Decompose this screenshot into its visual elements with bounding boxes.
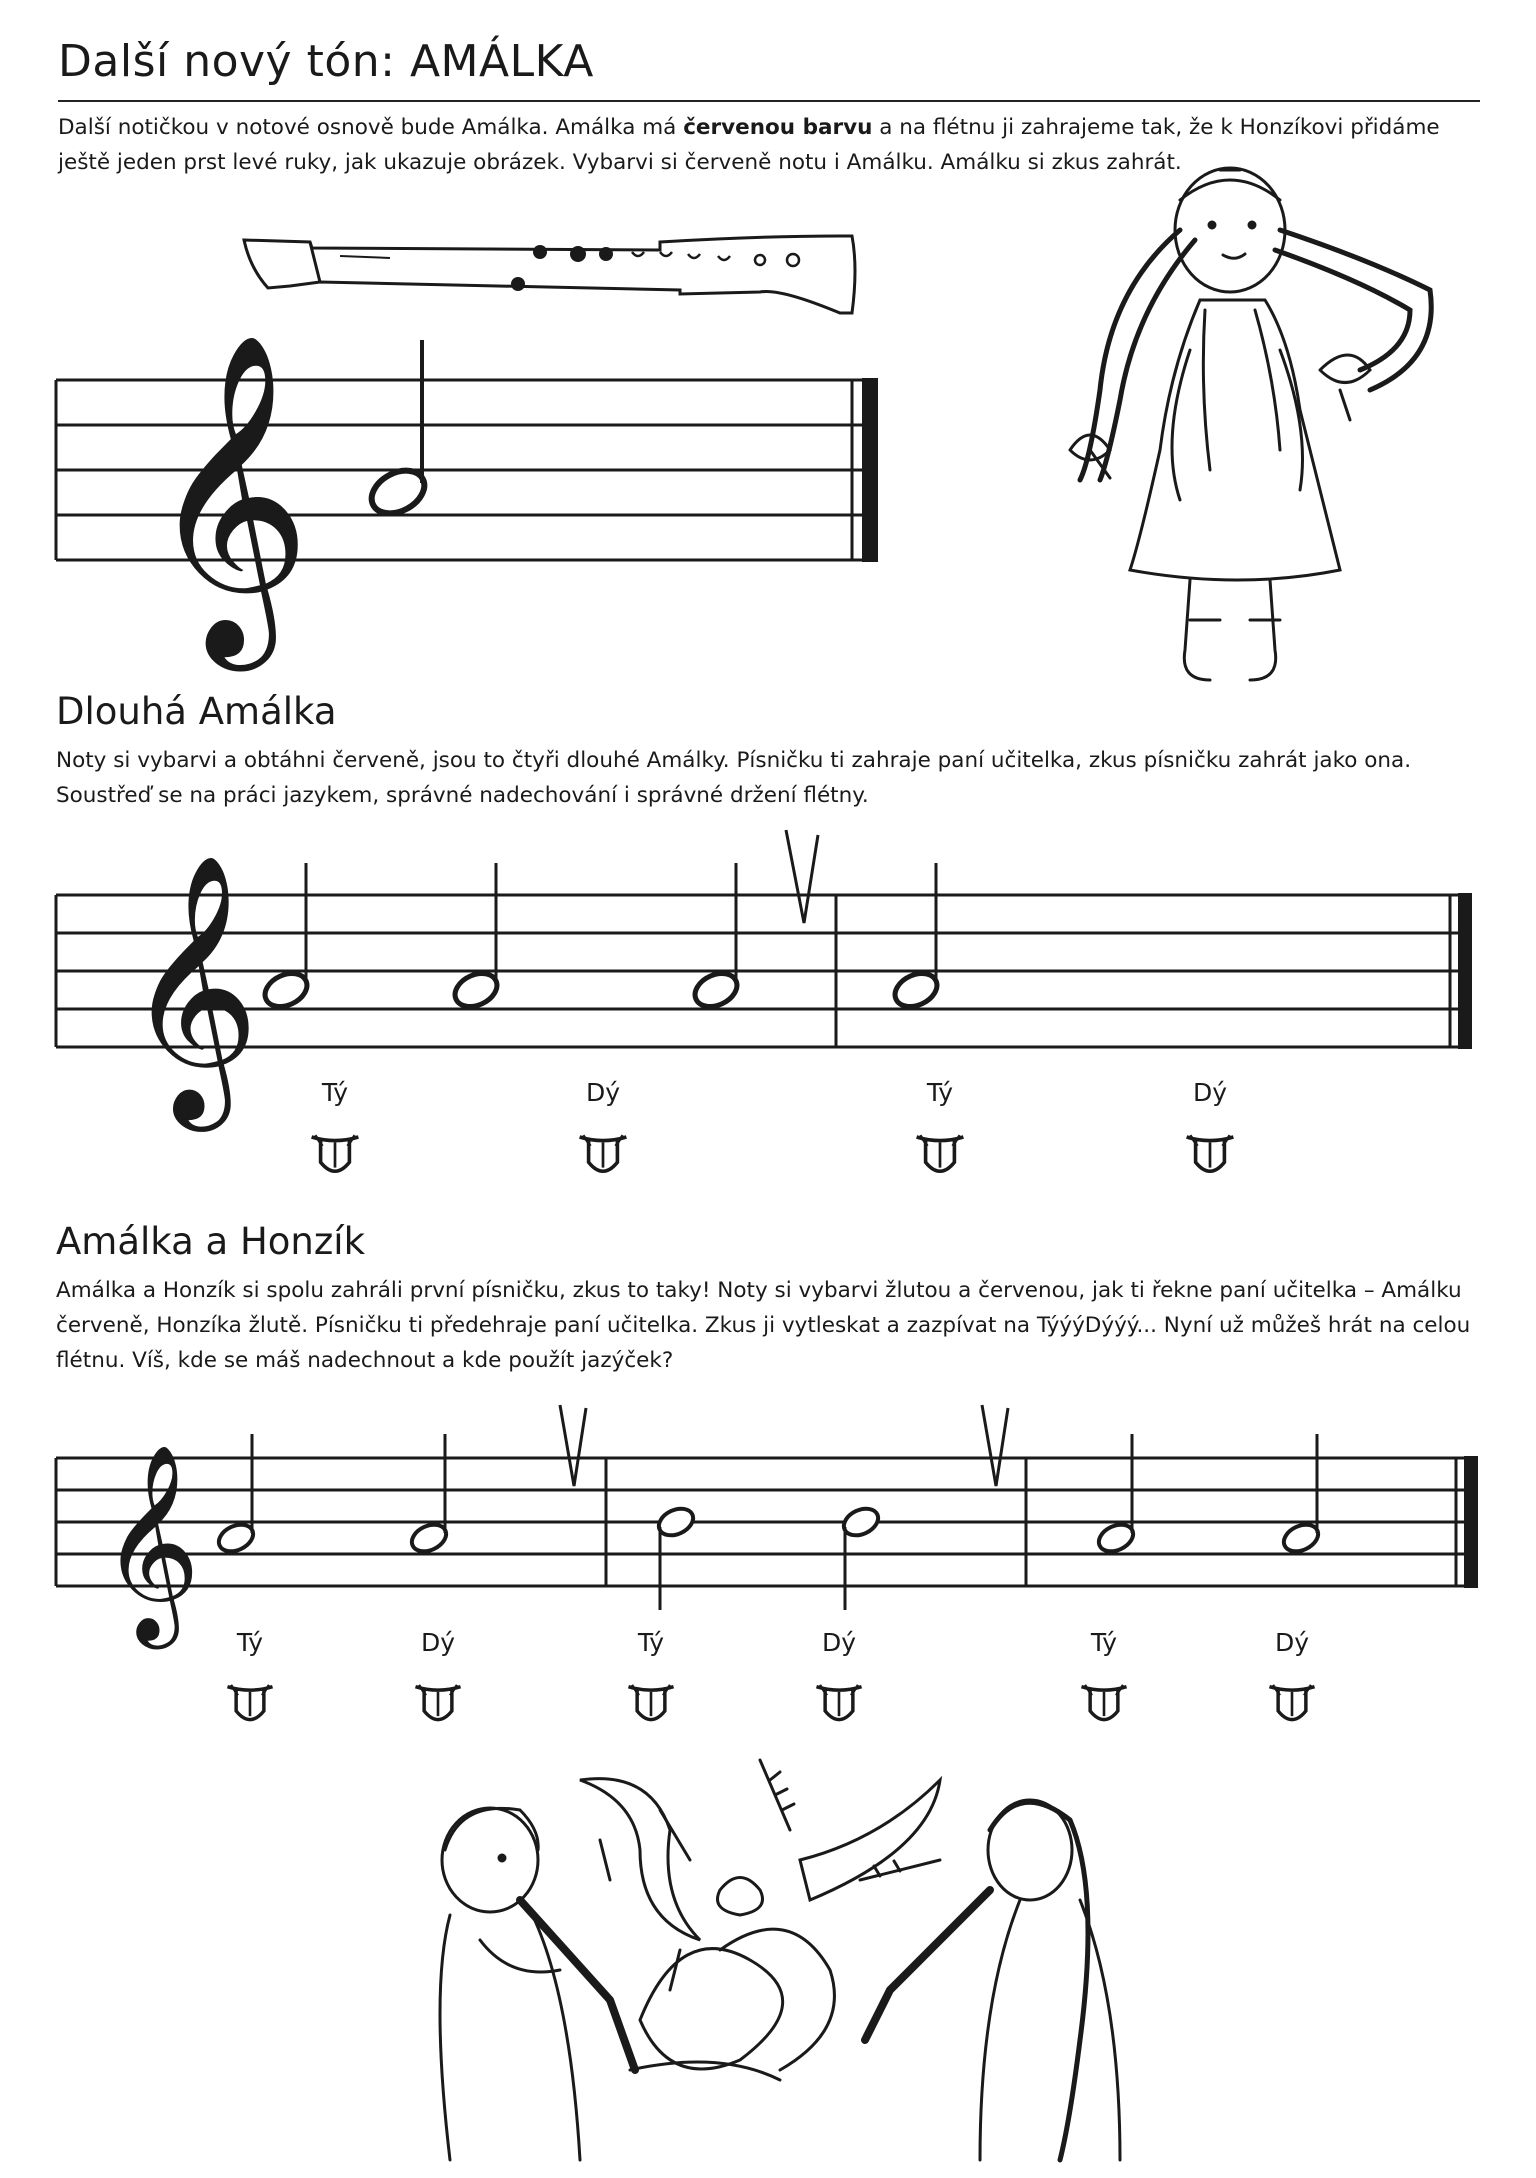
tongue-icon [1266,1678,1318,1730]
half-note [260,863,313,1013]
half-note [408,1434,451,1556]
recorder-icon [240,228,860,323]
amalka-girl-illustration [1040,150,1460,710]
staff-duo-notes [56,1400,1496,1641]
section-long-text: Noty si vybarvi a obtáhni červeně, jsou to čtyři dlouhé Amálky. Písničku ti zahraje paní učitelka, zkus písničku zahrát jako ona. Soustřeď se na práci jazykem, správné nadechování i správné držení flétny. [56,748,1412,808]
treble-clef-icon: 𝄞 [124,853,260,1120]
syllable-label: Dý [585,1078,621,1107]
tongue-icon [1183,1128,1237,1182]
final-barline [1458,893,1472,1049]
syllable-label: Dý [420,1628,456,1657]
final-barline [1464,1456,1478,1588]
children-playing-illustration [420,1740,1140,2170]
tongue-icon [813,1678,865,1730]
page-title: Další nový tón: AMÁLKA [58,36,594,87]
breath-mark-icon [982,1405,1008,1486]
half-note [890,863,943,1013]
treble-clef-icon: 𝄞 [100,1443,201,1641]
tongue-icon [224,1678,276,1730]
breath-mark-icon [786,830,818,923]
half-note [1095,1434,1138,1556]
title-divider [58,100,1480,102]
intro-text-after: a na flétnu ji zahrajeme tak, že k Honzíkovi přidáme ještě jeden prst levé ruky, jak ukazuje obrázek. Vybarvi si červeně notu i Amálku. Amálku si zkus zahrát. [58,115,1440,175]
final-barline [862,378,878,562]
half-note [1280,1434,1323,1556]
intro-text-before: Další notičkou v notové osnově bude Amálka. Amálka má [58,115,684,140]
intro-text-bold: červenou barvu [683,115,873,140]
tongue-icon [308,1128,362,1182]
half-note [655,1504,698,1610]
syllable-label: Tý [637,1628,665,1657]
syllable-label: Tý [1090,1628,1118,1657]
syllable-label: Dý [1192,1078,1228,1107]
tongue-icon [1078,1678,1130,1730]
syllable-label: Dý [1274,1628,1310,1657]
tongue-icon [913,1128,967,1182]
tongue-icon [625,1678,677,1730]
breath-mark-icon [560,1405,586,1486]
section-duo-text: Amálka a Honzík si spolu zahráli první písničku, zkus to taky! Noty si vybarvi žlutou a červenou, jak ti řekne paní učitelka – Amálku červeně, Honzíka žlutě. Písničku ti předehraje paní učitelka. Zkus ji vytleskat a zazpívat na TýýýDýýý... Nyní už můžeš hrát na celou flétnu. Víš, kde se máš nadechnout a kde použít jazýček? [56,1278,1471,1373]
treble-clef-icon: 𝄞 [146,331,312,657]
section-heading-duo: Amálka a Honzík [56,1220,365,1263]
staff-single-note [56,320,896,660]
half-note [450,863,503,1013]
syllable-label: Tý [321,1078,349,1107]
tongue-icon [412,1678,464,1730]
half-note [840,1504,883,1610]
syllable-label: Tý [926,1078,954,1107]
syllable-label: Tý [236,1628,264,1657]
half-note [690,863,743,1013]
section-heading-long: Dlouhá Amálka [56,690,337,733]
half-note [364,340,431,522]
tongue-icon [576,1128,630,1182]
syllable-label: Dý [821,1628,857,1657]
half-note [215,1434,258,1556]
